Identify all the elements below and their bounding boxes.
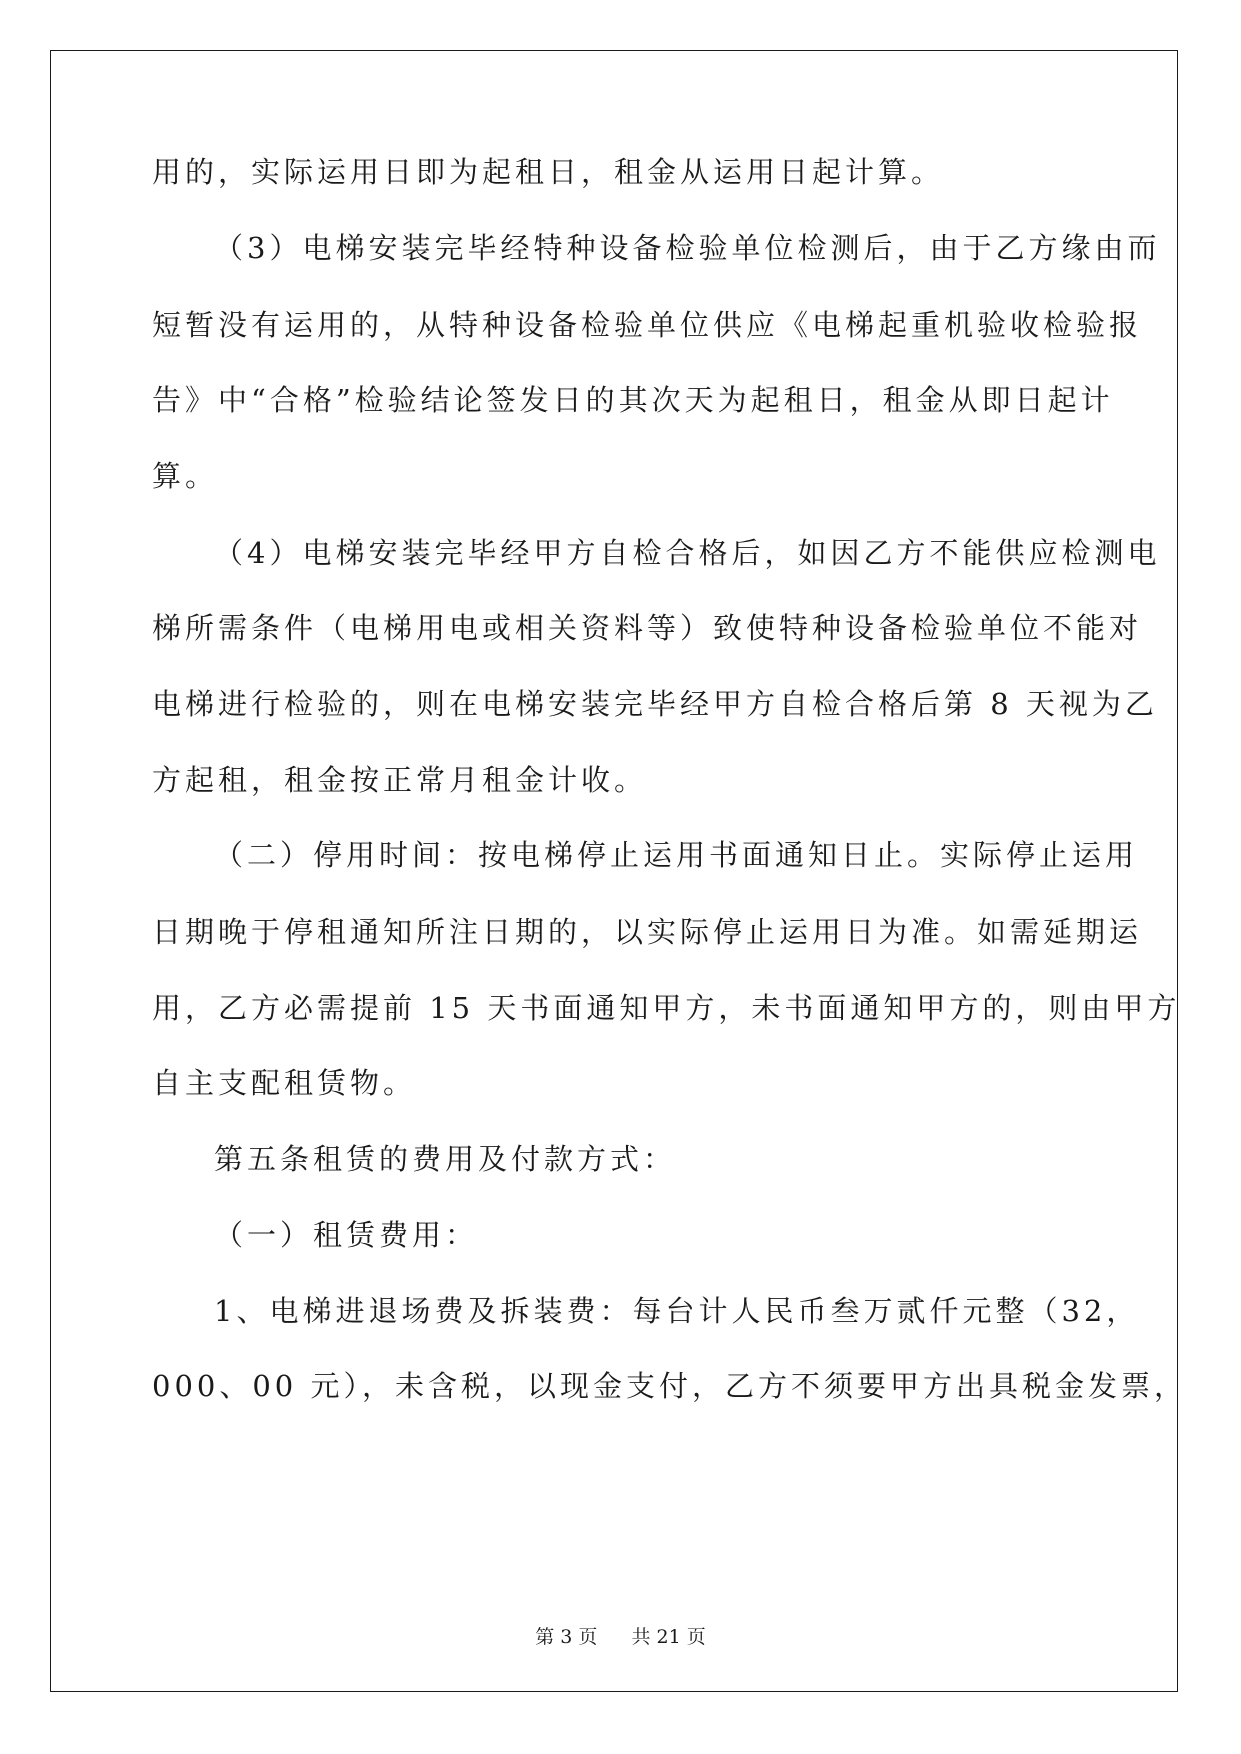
paragraph-line-16: 1、电梯进退场费及拆装费：每台计人民币叁万贰仟元整（32， xyxy=(214,1294,1140,1328)
page-footer xyxy=(0,1622,1241,1649)
paragraph-line-8: 电梯进行检验的，则在电梯安装完毕经甲方自检合格后第 8 天视为乙 xyxy=(152,687,1158,721)
paragraph-line-7: 梯所需条件（电梯用电或相关资料等）致使特种设备检验单位不能对 xyxy=(152,611,1143,645)
paragraph-line-13: 自主支配租赁物。 xyxy=(152,1066,417,1100)
paragraph-line-10: （二）停用时间：按电梯停止运用书面通知日止。实际停止运用 xyxy=(214,838,1139,872)
paragraph-line-3: 短暂没有运用的，从特种设备检验单位供应《电梯起重机验收检验报 xyxy=(152,308,1143,342)
paragraph-line-4: 告》中“合格”检验结论签发日的其次天为起租日，租金从即日起计 xyxy=(152,383,1114,417)
paragraph-line-6: （4）电梯安装完毕经甲方自检合格后，如因乙方不能供应检测电 xyxy=(214,536,1161,570)
page-total: 共 21 页 xyxy=(631,1626,706,1648)
section-heading: 第五条租赁的费用及付款方式： xyxy=(214,1142,677,1176)
paragraph-line-2: （3）电梯安装完毕经特种设备检验单位检测后，由于乙方缘由而 xyxy=(214,231,1161,265)
page-number: 第 3 页 xyxy=(535,1626,598,1648)
subsection-heading: （一）租赁费用： xyxy=(214,1218,479,1252)
paragraph-line-9: 方起租，租金按正常月租金计收。 xyxy=(152,763,648,797)
paragraph-line-11: 日期晚于停租通知所注日期的，以实际停止运用日为准。如需延期运 xyxy=(152,915,1143,949)
paragraph-line-1: 用的，实际运用日即为起租日，租金从运用日起计算。 xyxy=(152,155,945,189)
paragraph-line-5: 算。 xyxy=(152,459,219,493)
paragraph-line-17: 000、00 元），未含税，以现金支付，乙方不须要甲方出具税金发票， xyxy=(152,1369,1187,1403)
paragraph-line-12: 用，乙方必需提前 15 天书面通知甲方，未书面通知甲方的，则由甲方 xyxy=(152,991,1181,1025)
